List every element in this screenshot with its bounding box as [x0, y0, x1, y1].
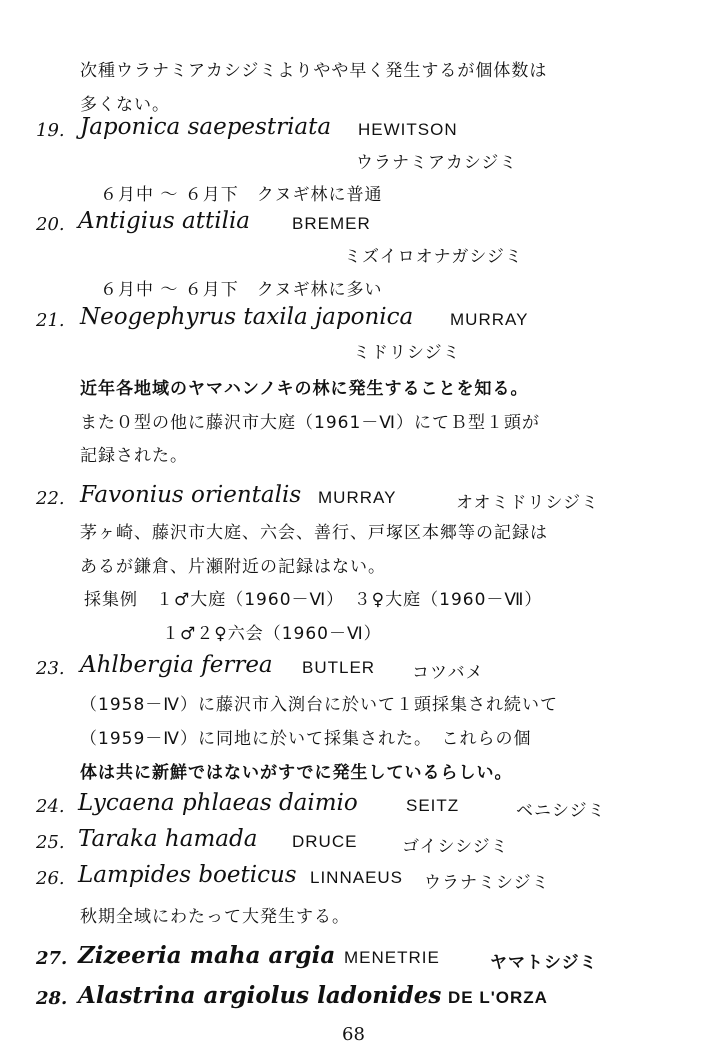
- entry-20-scientific-name: Antigius attilia: [78, 208, 251, 234]
- entry-21-scientific-name: Neogephyrus taxila japonica: [80, 304, 414, 330]
- entry-23-author: BUTLER: [302, 658, 376, 677]
- entry-24-author: SEITZ: [406, 796, 460, 815]
- entry-20-japanese-name: ミズイロオナガシジミ: [344, 247, 523, 267]
- entry-20-note: ６月中 ～ ６月下 クヌギ林に多い: [100, 280, 383, 300]
- entry-19-scientific-name: Japonica saepestriata: [80, 114, 332, 140]
- entry-21-number: 21.: [36, 310, 65, 331]
- entry-23-japanese-name: コツバメ: [412, 663, 484, 683]
- entry-26-text-line-1: 秋期全域にわたって大発生する。: [80, 907, 350, 927]
- entry-25-japanese-name: ゴイシシジミ: [402, 837, 509, 857]
- entry-19-author: HEWITSON: [358, 120, 458, 139]
- entry-27-author: MENETRIE: [344, 948, 440, 967]
- intro-text-line-1: 次種ウラナミアカシジミよりやや早く発生するが個体数は: [80, 61, 548, 81]
- entry-27-scientific-name: Zizeeria maha argia: [78, 942, 336, 969]
- page-number: 68: [342, 1024, 365, 1045]
- entry-23-scientific-name: Ahlbergia ferrea: [80, 652, 273, 678]
- entry-26-scientific-name: Lampides boeticus: [78, 862, 297, 888]
- entry-26-author: LINNAEUS: [310, 868, 404, 887]
- entry-19-number: 19.: [36, 120, 65, 141]
- entry-21-text-line-2: また０型の他に藤沢市大庭（1961－Ⅵ）にてＢ型１頭が: [80, 413, 540, 433]
- entry-22-number: 22.: [36, 488, 65, 509]
- entry-23-text-line-1: （1958－Ⅳ）に藤沢市入渕台に於いて１頭採集され続いて: [80, 695, 558, 715]
- entry-22-specimen-line-2: １♂２♀六会（1960－Ⅵ）: [162, 624, 382, 644]
- entry-21-author: MURRAY: [450, 310, 529, 329]
- entry-22-scientific-name: Favonius orientalis: [80, 482, 302, 508]
- entry-22-text-line-2: あるが鎌倉、片瀬附近の記録はない。: [80, 557, 386, 577]
- entry-20-number: 20.: [36, 214, 65, 235]
- entry-24-japanese-name: ベニシジミ: [516, 801, 606, 821]
- entry-20-author: BREMER: [292, 214, 371, 233]
- entry-25-scientific-name: Taraka hamada: [78, 826, 258, 852]
- entry-19-note: ６月中 ～ ６月下 クヌギ林に普通: [100, 185, 383, 205]
- entry-23-text-line-2: （1959－Ⅳ）に同地に於いて採集された。 これらの個: [80, 729, 532, 749]
- entry-22-specimen-line-1: 採集例 １♂大庭（1960－Ⅵ） ３♀大庭（1960－Ⅶ）: [84, 590, 543, 610]
- intro-text-line-2: 多くない。: [80, 95, 170, 115]
- entry-22-text-line-1: 茅ヶ崎、藤沢市大庭、六会、善行、戸塚区本郷等の記録は: [80, 523, 548, 543]
- entry-22-author: MURRAY: [318, 488, 397, 507]
- entry-21-text-line-1: 近年各地域のヤマハンノキの林に発生することを知る。: [80, 379, 529, 399]
- entry-24-scientific-name: Lycaena phlaeas daimio: [78, 790, 358, 816]
- entry-19-japanese-name: ウラナミアカシジミ: [356, 153, 518, 173]
- entry-28-author: DE L'ORZA: [448, 988, 548, 1007]
- entry-21-text-line-3: 記録された。: [80, 446, 188, 466]
- entry-27-number: 27.: [36, 948, 68, 969]
- entry-26-number: 26.: [36, 868, 65, 889]
- entry-28-scientific-name: Alastrina argiolus ladonides: [78, 982, 442, 1009]
- entry-27-japanese-name: ヤマトシジミ: [490, 953, 598, 973]
- entry-24-number: 24.: [36, 796, 65, 817]
- entry-23-text-line-3: 体は共に新鮮ではないがすでに発生しているらしい。: [80, 763, 513, 783]
- entry-22-japanese-name: オオミドリシジミ: [456, 493, 600, 513]
- entry-21-japanese-name: ミドリシジミ: [353, 343, 461, 363]
- entry-26-japanese-name: ウラナミシジミ: [424, 873, 550, 893]
- entry-28-number: 28.: [36, 988, 68, 1009]
- entry-25-author: DRUCE: [292, 832, 358, 851]
- entry-23-number: 23.: [36, 658, 65, 679]
- entry-25-number: 25.: [36, 832, 65, 853]
